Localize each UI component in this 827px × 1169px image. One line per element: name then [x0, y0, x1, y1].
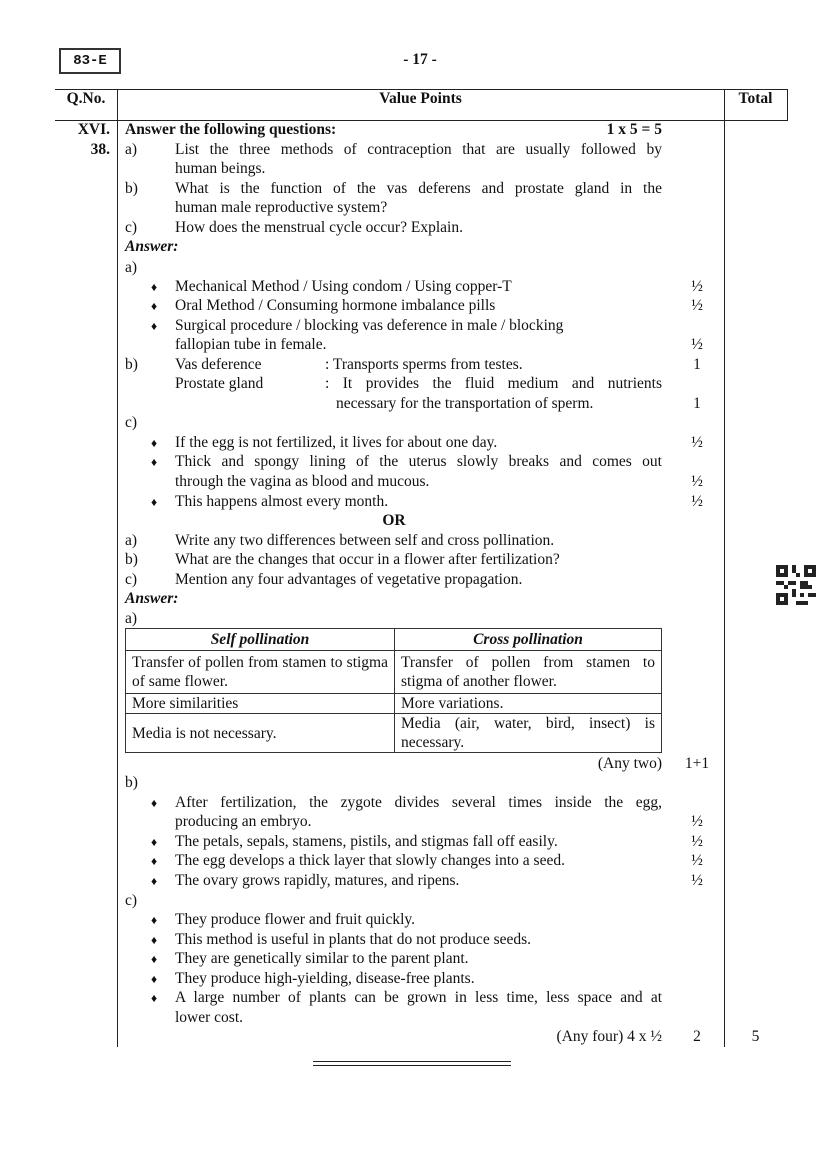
answer-label: Answer: — [125, 590, 179, 607]
question-label: c) — [125, 219, 138, 236]
pollination-comparison-table — [125, 628, 662, 753]
answer-point: The ovary grows rapidly, matures, and ripens. — [175, 872, 460, 889]
mark: 1 — [693, 356, 701, 373]
marks-scheme: 1 x 5 = 5 — [606, 121, 662, 138]
qr-code-icon — [776, 565, 816, 605]
answer-part-label: b) — [125, 774, 138, 791]
definition: : Transports sperms from testes. — [325, 356, 523, 373]
answer-part-label: a) — [125, 610, 138, 627]
end-rule — [313, 1065, 511, 1066]
answer-point: This happens almost every month. — [175, 493, 389, 510]
answer-point: producing an embryo. — [175, 813, 312, 830]
table-cell: More variations. — [395, 694, 662, 714]
instruction: Answer the following questions: — [125, 121, 337, 138]
answer-point: lower cost. — [175, 1009, 244, 1026]
answer-point: Oral Method / Consuming hormone imbalance pills — [175, 297, 496, 314]
term: Vas deference — [175, 356, 262, 373]
bullet-icon: ♦ — [151, 280, 158, 294]
bullet-icon: ♦ — [151, 952, 158, 966]
answer-point: They produce high-yielding, disease-free plants. — [175, 970, 475, 987]
answer-point: They produce flower and fruit quickly. — [175, 911, 416, 928]
answer-point: They are genetically similar to the parent plant. — [175, 950, 469, 967]
mark: ½ — [691, 813, 703, 830]
bullet-icon: ♦ — [151, 933, 158, 947]
bullet-icon: ♦ — [151, 835, 158, 849]
bullet-icon: ♦ — [151, 854, 158, 868]
table-row — [126, 651, 662, 694]
header-value-points: Value Points — [379, 90, 462, 107]
mark: 2 — [693, 1028, 701, 1045]
question-text: List the three methods of contraception that are usually followed by — [175, 141, 662, 158]
bullet-icon: ♦ — [151, 436, 158, 450]
bullet-icon: ♦ — [151, 495, 158, 509]
page-number: - 17 - — [403, 51, 437, 68]
mark: ½ — [691, 852, 703, 869]
end-rule — [313, 1061, 511, 1062]
question-text: What is the function of the vas deferens and prostate gland in the — [175, 180, 662, 197]
question-text: Write any two differences between self and cross pollination. — [175, 532, 555, 549]
question-text: How does the menstrual cycle occur? Explain. — [175, 219, 463, 236]
or-divider: OR — [382, 512, 406, 529]
column-divider — [724, 89, 725, 1047]
table-header: Cross pollination — [395, 629, 662, 651]
question-label: a) — [125, 141, 138, 158]
table-header-row — [126, 629, 662, 651]
table-header: Self pollination — [126, 629, 395, 651]
question-label: b) — [125, 180, 138, 197]
answer-point: This method is useful in plants that do not produce seeds. — [175, 931, 532, 948]
mark: ½ — [691, 278, 703, 295]
question-text: What are the changes that occur in a flower after fertilization? — [175, 551, 560, 568]
bullet-icon: ♦ — [151, 319, 158, 333]
mark: ½ — [691, 297, 703, 314]
mark: 1+1 — [684, 755, 710, 772]
mark: ½ — [691, 336, 703, 353]
total-marks: 5 — [751, 1028, 760, 1045]
answer-point: After fertilization, the zygote divides several times inside the egg, — [175, 794, 662, 811]
table-cell: Transfer of pollen from stamen to stigma of same flower. — [126, 651, 395, 694]
answer-point: A large number of plants can be grown in less time, less space and at — [175, 989, 662, 1006]
header-qno: Q.No. — [66, 90, 106, 107]
bullet-icon: ♦ — [151, 796, 158, 810]
definition: : It provides the fluid medium and nutrients — [325, 375, 662, 392]
answer-point: Mechanical Method / Using condom / Using copper-T — [175, 278, 512, 295]
question-label: b) — [125, 551, 138, 568]
definition: necessary for the transportation of sperm. — [336, 395, 594, 412]
table-row — [126, 714, 662, 753]
answer-part-label: c) — [125, 414, 138, 431]
paper-code-box: 83-E — [59, 48, 121, 74]
answer-point: If the egg is not fertilized, it lives for about one day. — [175, 434, 498, 451]
answer-point: fallopian tube in female. — [175, 336, 327, 353]
bullet-icon: ♦ — [151, 455, 158, 469]
term: Prostate gland — [175, 375, 264, 392]
answer-point: Surgical procedure / blocking vas deference in male / blocking — [175, 317, 564, 334]
question-number: 38. — [90, 141, 110, 158]
bullet-icon: ♦ — [151, 991, 158, 1005]
answer-point: The egg develops a thick layer that slowly changes into a seed. — [175, 852, 565, 869]
table-cell: Transfer of pollen from stamen to stigma of another flower. — [395, 651, 662, 694]
any-four-note: (Any four) 4 x ½ — [556, 1028, 662, 1045]
bullet-icon: ♦ — [151, 874, 158, 888]
answer-label: Answer: — [125, 238, 179, 255]
section-number: XVI. — [77, 121, 110, 138]
mark: ½ — [691, 493, 703, 510]
question-text: human male reproductive system? — [175, 199, 388, 216]
answer-point: Thick and spongy lining of the uterus slowly breaks and comes out — [175, 453, 662, 470]
mark: ½ — [691, 434, 703, 451]
answer-part-label: b) — [125, 356, 138, 373]
bullet-icon: ♦ — [151, 913, 158, 927]
question-label: c) — [125, 571, 138, 588]
table-cell: Media is not necessary. — [126, 714, 395, 753]
table-cell: More similarities — [126, 694, 395, 714]
table-row — [126, 694, 662, 714]
answer-point: through the vagina as blood and mucous. — [175, 473, 430, 490]
bullet-icon: ♦ — [151, 299, 158, 313]
column-divider — [787, 89, 788, 121]
bullet-icon: ♦ — [151, 972, 158, 986]
question-label: a) — [125, 532, 138, 549]
header-total: Total — [738, 90, 773, 107]
mark: ½ — [691, 473, 703, 490]
column-divider — [117, 89, 118, 1047]
answer-part-label: a) — [125, 259, 138, 276]
table-cell: Media (air, water, bird, insect) is necessary. — [395, 714, 662, 753]
question-text: human beings. — [175, 160, 266, 177]
mark: 1 — [693, 395, 701, 412]
any-two-note: (Any two) — [597, 755, 662, 772]
question-text: Mention any four advantages of vegetative propagation. — [175, 571, 523, 588]
answer-point: The petals, sepals, stamens, pistils, and stigmas fall off easily. — [175, 833, 558, 850]
answer-part-label: c) — [125, 892, 138, 909]
mark: ½ — [691, 833, 703, 850]
mark: ½ — [691, 872, 703, 889]
